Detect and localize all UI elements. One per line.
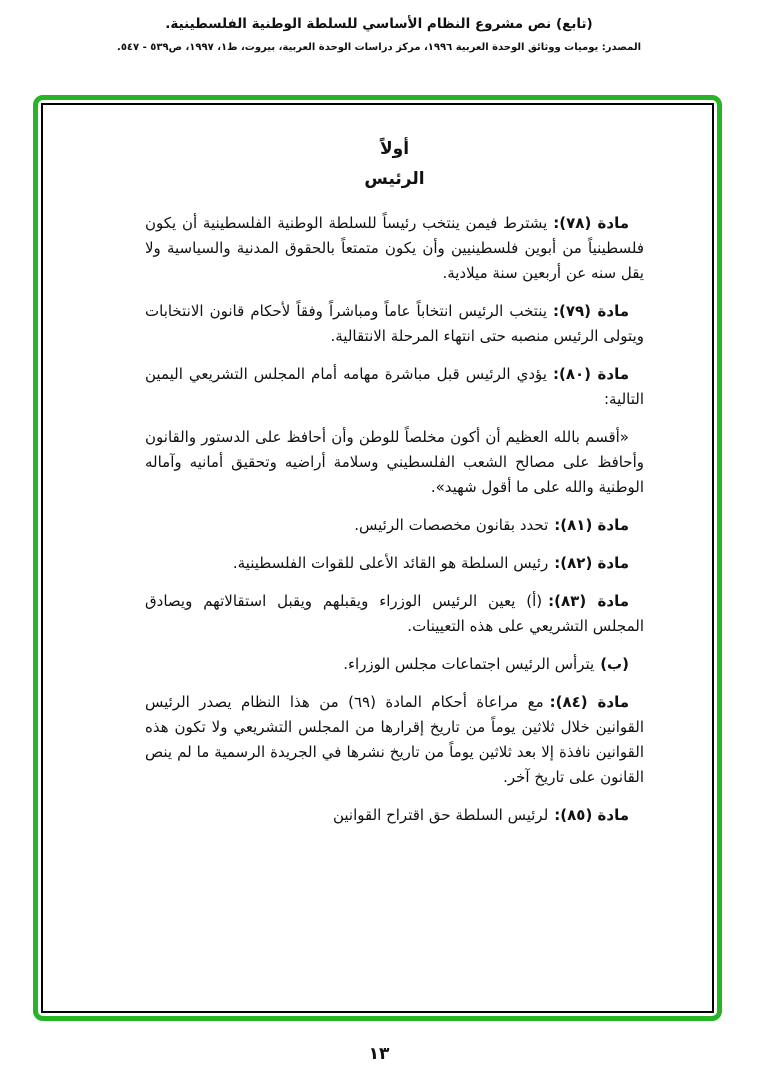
document-source-citation: المصدر: يوميات ووثائق الوحدة العربية ١٩٩٦، مركز دراسات الوحدة العربية، بيروت، ط١، ١٩٩٧، ص٥٣٩ - ٥٤٧. xyxy=(117,42,641,53)
article-80-paragraph xyxy=(145,362,644,412)
article-78-label: مادة (٧٨): xyxy=(553,214,629,232)
article-78-paragraph xyxy=(145,211,644,286)
article-78-text: يشترط فيمن ينتخب رئيساً للسلطة الوطنية الفلسطينية أن يكون فلسطينياً من أبوين فلسطينيين وأن يكون متمتعاً بالحقوق المدنية والسياسية ولا يقل سنه عن أربعين سنة ميلادية. xyxy=(145,214,644,282)
article-81-paragraph xyxy=(145,513,644,538)
article-79-paragraph xyxy=(145,299,644,349)
document-title: (تابع) نص مشروع النظام الأساسي للسلطة الوطنية الفلسطينية. xyxy=(165,16,593,32)
article-81-text: تحدد بقانون مخصصات الرئيس. xyxy=(354,516,549,534)
article-82-text: رئيس السلطة هو القائد الأعلى للقوات الفلسطينية. xyxy=(232,554,549,572)
article-85-paragraph xyxy=(145,803,644,828)
article-83-item-b-label: (ب) xyxy=(600,655,629,673)
article-84-text: مع مراعاة أحكام المادة (٦٩) من هذا النظام يصدر الرئيس القوانين خلال ثلاثين يوماً من تاريخ إقرارها من المجلس التشريعي ولا تكون هذه القوانين نافذة إلا بعد ثلاثين يوماً من تاريخ نشرها في الجريدة الرسمية ما لم ينص القانون على تاريخ آخر. xyxy=(145,693,644,786)
article-82-paragraph xyxy=(145,551,644,576)
article-84-label: مادة (٨٤): xyxy=(549,693,629,711)
article-81-label: مادة (٨١): xyxy=(554,516,629,534)
article-83-item-b-text: يترأس الرئيس اجتماعات مجلس الوزراء. xyxy=(343,655,595,673)
article-85-label: مادة (٨٥): xyxy=(554,806,629,824)
green-highlight-frame xyxy=(33,95,722,1021)
article-80-label: مادة (٨٠): xyxy=(552,365,629,383)
article-83-label: مادة (٨٣): xyxy=(548,592,629,610)
article-82-label: مادة (٨٢): xyxy=(554,554,629,572)
article-80-text: يؤدي الرئيس قبل مباشرة مهامه أمام المجلس التشريعي اليمين التالية: xyxy=(145,365,644,408)
article-84-paragraph xyxy=(145,690,644,790)
article-79-label: مادة (٧٩): xyxy=(553,302,629,320)
page-scan-border xyxy=(41,103,714,1013)
article-83-paragraph xyxy=(145,589,644,639)
article-83-item-b-paragraph xyxy=(145,652,644,677)
section-subtitle: الرئيس xyxy=(364,169,425,189)
oath-paragraph xyxy=(145,425,644,500)
page-header xyxy=(0,0,758,53)
document-body xyxy=(43,105,712,828)
article-83-text: (أ) يعين الرئيس الوزراء ويقبلهم ويقبل استقالاتهم ويصادق المجلس التشريعي على هذه التعيينات. xyxy=(145,592,644,635)
oath-text: «أقسم بالله العظيم أن أكون مخلصاً للوطن وأن أحافظ على الدستور والقانون وأحافظ على مصالح الشعب الفلسطيني وسلامة أراضيه وتحقيق أمانيه وآماله الوطنية والله على ما أقول شهيد». xyxy=(145,428,644,496)
article-85-text: لرئيس السلطة حق اقتراح القوانين xyxy=(332,806,549,824)
article-79-text: ينتخب الرئيس انتخاباً عاماً ومباشراً وفقاً لأحكام قانون الانتخابات ويتولى الرئيس منصبه حتى انتهاء المرحلة الانتقالية. xyxy=(145,302,644,345)
section-title: أولاً xyxy=(379,139,410,159)
page-number: ١٣ xyxy=(368,1044,390,1064)
